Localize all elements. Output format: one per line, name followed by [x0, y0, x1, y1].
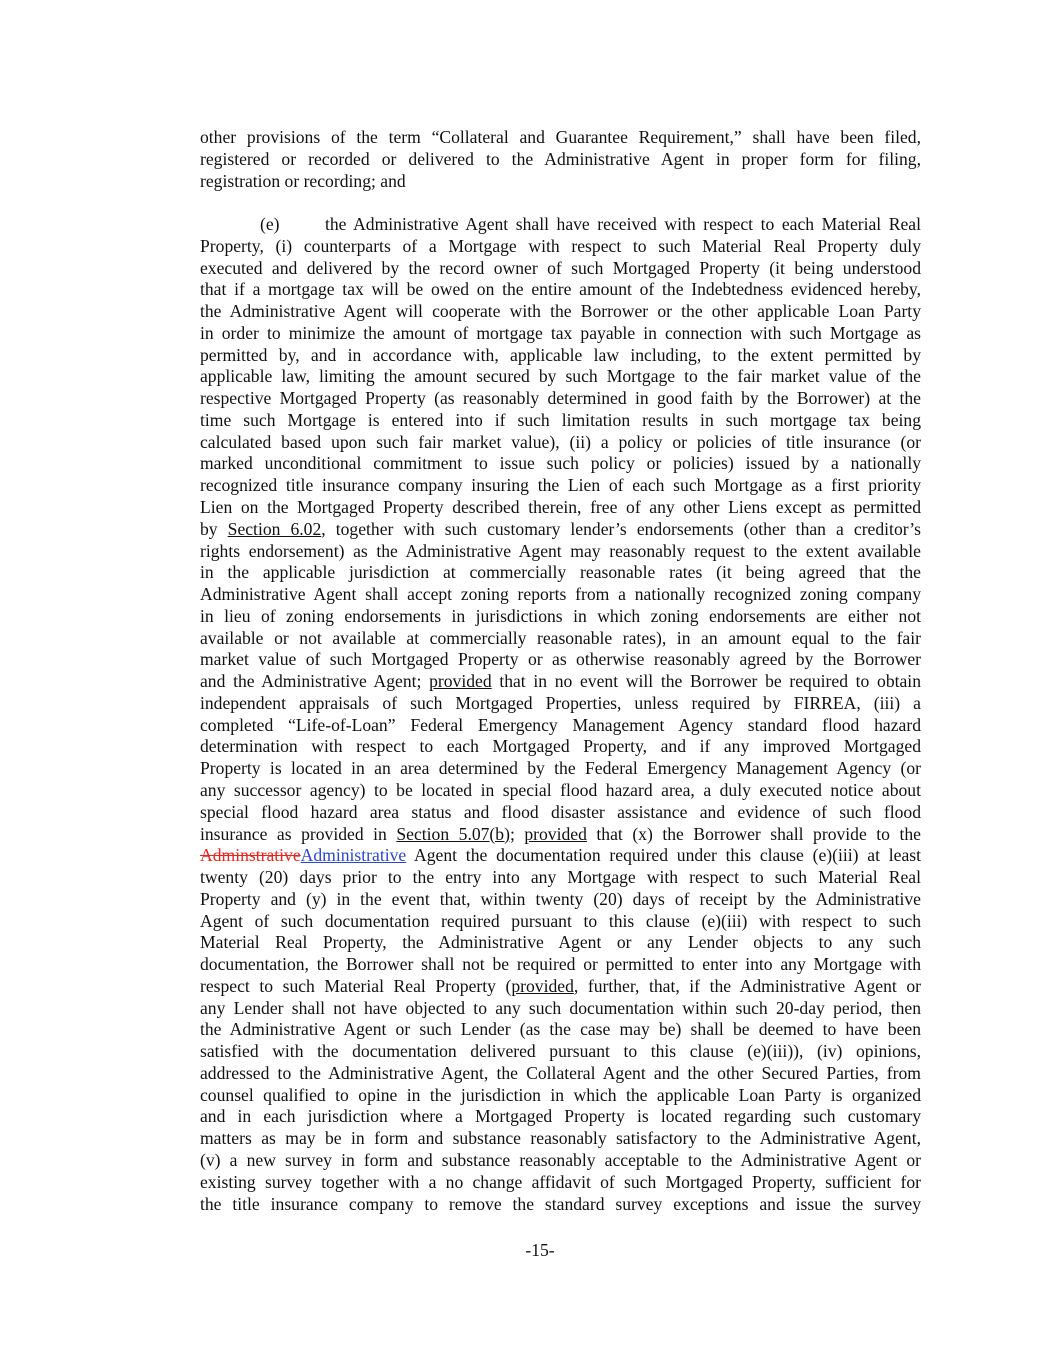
text-line: [200, 541, 921, 563]
underlined-reference: provided: [429, 671, 492, 692]
text-line: [200, 1041, 921, 1063]
text-run: that if a mortgage tax will be owed on the entire amount of the Indebtedness evidenced hereby,: [200, 279, 921, 300]
text-run: that in no event will the Borrower be required to obtain: [491, 671, 921, 692]
text-run: ;: [509, 823, 525, 844]
text-line: [200, 366, 921, 388]
text-line: [200, 628, 921, 650]
text-line: [200, 1194, 921, 1216]
page-number: -15-: [525, 1240, 555, 1260]
text-run: matters as may be in form and substance reasonably satisfactory to the Administrative Agent,: [200, 1128, 921, 1149]
text-line: [200, 780, 921, 802]
paragraph: [200, 127, 921, 192]
text-line: [200, 562, 921, 584]
inserted-text: Administrative: [300, 845, 407, 866]
text-run: time such Mortgage is entered into if such limitation results in such mortgage tax being: [200, 409, 921, 430]
text-line: [200, 845, 921, 867]
text-line: [200, 388, 921, 410]
text-run: the Administrative Agent will cooperate with the Borrower or the other applicable Loan Party: [200, 301, 921, 322]
text-run: calculated based upon such fair market value), (ii) a policy or policies of title insurance (or: [200, 431, 921, 452]
text-line: [200, 693, 921, 715]
document-body: [200, 127, 921, 1215]
text-line: [200, 802, 921, 824]
underlined-reference: Section 5.07(b): [396, 823, 510, 844]
text-run: respect to such Material Real Property (: [200, 975, 512, 996]
text-run: any Lender shall not have objected to any such documentation within such 20-day period, then: [200, 997, 921, 1018]
text-run: counsel qualified to opine in the jurisdiction in which the applicable Loan Party is organized: [200, 1084, 921, 1105]
text-line: [200, 584, 921, 606]
paragraph: [200, 214, 921, 1215]
text-run: market value of such Mortgaged Property or as otherwise reasonably agreed by the Borrower: [200, 649, 921, 670]
text-run: Administrative Agent shall accept zoning reports from a nationally recognized zoning company: [200, 584, 921, 605]
text-run: determination with respect to each Mortgaged Property, and if any improved Mortgaged: [200, 736, 921, 757]
text-line: [200, 301, 921, 323]
text-run: documentation, the Borrower shall not be required or permitted to enter into any Mortgage with: [200, 954, 921, 975]
text-run: completed “Life-of-Loan” Federal Emergency Management Agency standard flood hazard: [200, 714, 921, 735]
text-run: registration or recording; and: [200, 170, 406, 191]
text-line: [200, 1063, 921, 1085]
text-line: [200, 736, 921, 758]
text-line: [200, 671, 921, 693]
text-line: [200, 258, 921, 280]
text-run: the title insurance company to remove the standard survey exceptions and issue the survey: [200, 1193, 921, 1214]
text-line: [200, 1019, 921, 1041]
text-run: special flood hazard area status and flood disaster assistance and evidence of such flood: [200, 801, 921, 822]
text-line: [200, 758, 921, 780]
text-run: in order to minimize the amount of mortgage tax payable in connection with such Mortgage as: [200, 322, 921, 343]
text-line: [200, 345, 921, 367]
text-run: in lieu of zoning endorsements in jurisdictions in which zoning endorsements are either not: [200, 605, 921, 626]
text-run: recognized title insurance company insuring the Lien of each such Mortgage as a first priority: [200, 475, 921, 496]
text-run: rights endorsement) as the Administrative Agent may reasonably request to the extent available: [200, 540, 921, 561]
text-line: [200, 911, 921, 933]
text-line: [200, 323, 921, 345]
underlined-reference: provided: [511, 975, 574, 996]
text-run: independent appraisals of such Mortgaged Properties, unless required by FIRREA, (iii) a: [200, 692, 921, 713]
text-run: Agent of such documentation required pursuant to this clause (e)(iii) with respect to such: [200, 910, 921, 931]
text-line: [200, 1150, 921, 1172]
text-line: [200, 497, 921, 519]
text-line: [200, 824, 921, 846]
text-run: and the Administrative Agent;: [200, 671, 430, 692]
text-run: existing survey together with a no change affidavit of such Mortgaged Property, sufficient for: [200, 1171, 921, 1192]
text-line: [200, 867, 921, 889]
text-line: [200, 410, 921, 432]
text-run: that (x) the Borrower shall provide to the: [586, 823, 921, 844]
text-run: the Administrative Agent or such Lender (as the case may be) shall be deemed to have been: [200, 1019, 921, 1040]
text-line: [200, 606, 921, 628]
text-run: Property is located in an area determined by the Federal Emergency Management Agency (or: [200, 758, 921, 779]
text-run: (v) a new survey in form and substance reasonably acceptable to the Administrative Agent or: [200, 1149, 921, 1170]
text-line: [200, 236, 921, 258]
text-line: [200, 149, 921, 171]
text-line: [200, 171, 921, 193]
text-line: [200, 475, 921, 497]
text-run: Property and (y) in the event that, within twenty (20) days of receipt by the Administrative: [200, 888, 921, 909]
text-line: [200, 1172, 921, 1194]
underlined-reference: provided: [524, 823, 587, 844]
text-run: Agent the documentation required under this clause (e)(iii) at least: [406, 845, 921, 866]
text-run: , together with such customary lender’s endorsements (other than a creditor’s: [321, 518, 921, 539]
text-run: twenty (20) days prior to the entry into any Mortgage with respect to such Material Real: [200, 867, 921, 888]
text-run: other provisions of the term “Collateral and Guarantee Requirement,” shall have been filed,: [200, 127, 921, 147]
text-run: executed and delivered by the record owner of such Mortgaged Property (it being understood: [200, 257, 921, 278]
text-run: Lien on the Mortgaged Property described therein, free of any other Liens except as permitted: [200, 497, 921, 518]
text-line: [200, 976, 921, 998]
text-line: [200, 954, 921, 976]
text-run: the Administrative Agent shall have received with respect to each Material Real: [325, 214, 921, 235]
text-line: [200, 1128, 921, 1150]
deleted-text: Adminstrative: [200, 845, 301, 866]
text-run: Property, (i) counterparts of a Mortgage with respect to such Material Real Property duly: [200, 235, 921, 256]
text-run: and in each jurisdiction where a Mortgaged Property is located regarding such customary: [200, 1106, 921, 1127]
text-line: [200, 127, 921, 149]
text-line: [200, 453, 921, 475]
text-line: [200, 932, 921, 954]
text-line: [200, 1085, 921, 1107]
text-run: respective Mortgaged Property (as reasonably determined in good faith by the Borrower) at the: [200, 388, 921, 409]
underlined-reference: Section 6.02: [227, 518, 322, 539]
text-line: [200, 519, 921, 541]
text-line: [200, 1106, 921, 1128]
text-run: addressed to the Administrative Agent, the Collateral Agent and the other Secured Parties, from: [200, 1062, 921, 1083]
text-line: [200, 889, 921, 911]
text-line: [200, 432, 921, 454]
text-run: permitted by, and in accordance with, applicable law including, to the extent permitted by: [200, 344, 921, 365]
text-line: [200, 715, 921, 737]
text-run: any successor agency) to be located in special flood hazard area, a duly executed notice about: [200, 779, 921, 800]
text-run: Material Real Property, the Administrative Agent or any Lender objects to any such: [200, 932, 921, 953]
text-run: satisfied with the documentation delivered pursuant to this clause (e)(iii)), (iv) opinions,: [200, 1041, 921, 1062]
text-run: , further, that, if the Administrative Agent or: [573, 975, 921, 996]
text-run: marked unconditional commitment to issue such policy or policies) issued by a nationally: [200, 453, 921, 474]
clause-label: (e): [260, 214, 280, 235]
text-line: [200, 998, 921, 1020]
text-run: registered or recorded or delivered to the Administrative Agent in proper form for filing,: [200, 148, 921, 169]
text-run: applicable law, limiting the amount secured by such Mortgage to the fair market value of the: [200, 366, 921, 387]
paragraph-gap: [200, 192, 921, 214]
text-run: insurance as provided in: [200, 823, 397, 844]
text-line: [200, 649, 921, 671]
text-run: available or not available at commercially reasonable rates), in an amount equal to the fair: [200, 627, 921, 648]
text-line: [200, 214, 921, 236]
text-line: [200, 279, 921, 301]
text-run: by: [200, 518, 228, 539]
text-run: in the applicable jurisdiction at commercially reasonable rates (it being agreed that the: [200, 562, 921, 583]
